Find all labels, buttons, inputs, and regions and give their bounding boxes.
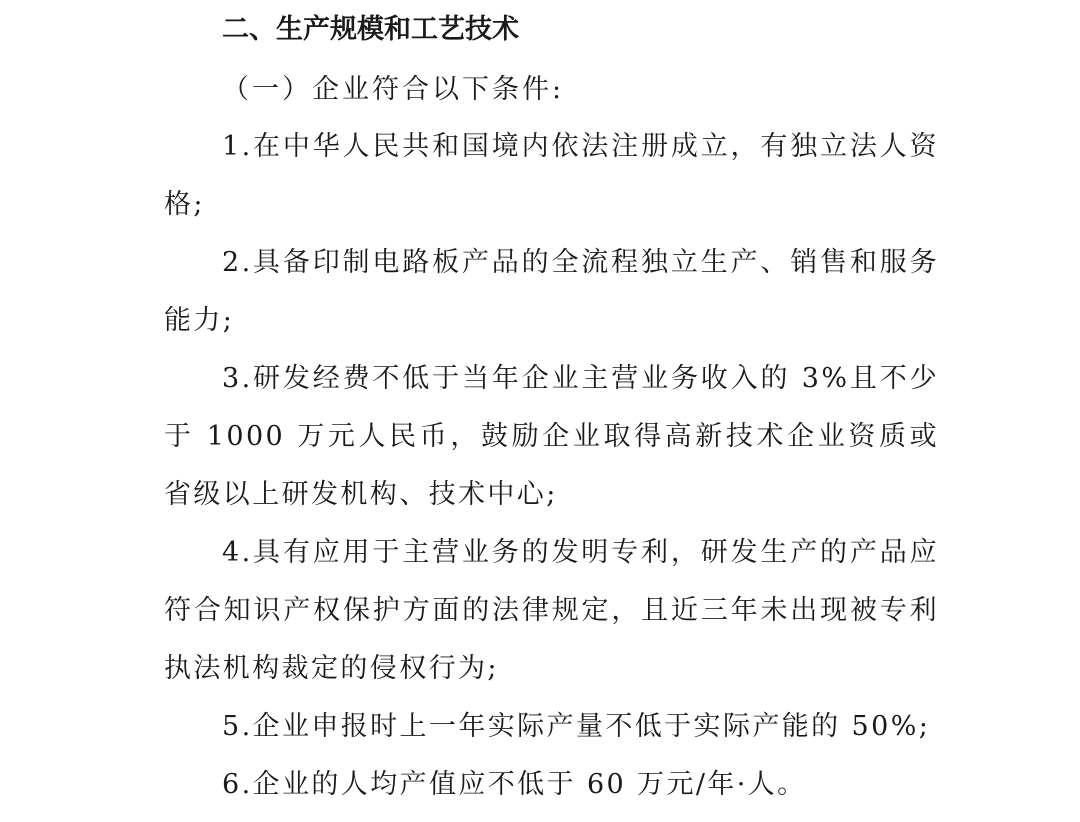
subsection-heading: （一）企业符合以下条件: [222,74,565,105]
requirement-item-1: 1.在中华人民共和国境内依法注册成立，有独立法人资格; [164,131,939,220]
requirement-item-4: 4.具有应用于主营业务的发明专利，研发生产的产品应符合知识产权保护方面的法律规定，且近三年未出现被专利执法机构裁定的侵权行为; [164,537,939,684]
section-heading: 二、生产规模和工艺技术 [222,14,519,45]
requirement-item-6: 6.企业的人均产值应不低于 60 万元/年·人。 [222,769,807,800]
requirement-item-2: 2.具备印制电路板产品的全流程独立生产、销售和服务能力; [164,247,939,336]
requirement-item-3: 3.研发经费不低于当年企业主营业务收入的 3%且不少于 1000 万元人民币，鼓励企业取得高新技术企业资质或省级以上研发机构、技术中心; [164,363,939,510]
requirement-item-5: 5.企业申报时上一年实际产量不低于实际产能的 50%; [222,711,931,742]
